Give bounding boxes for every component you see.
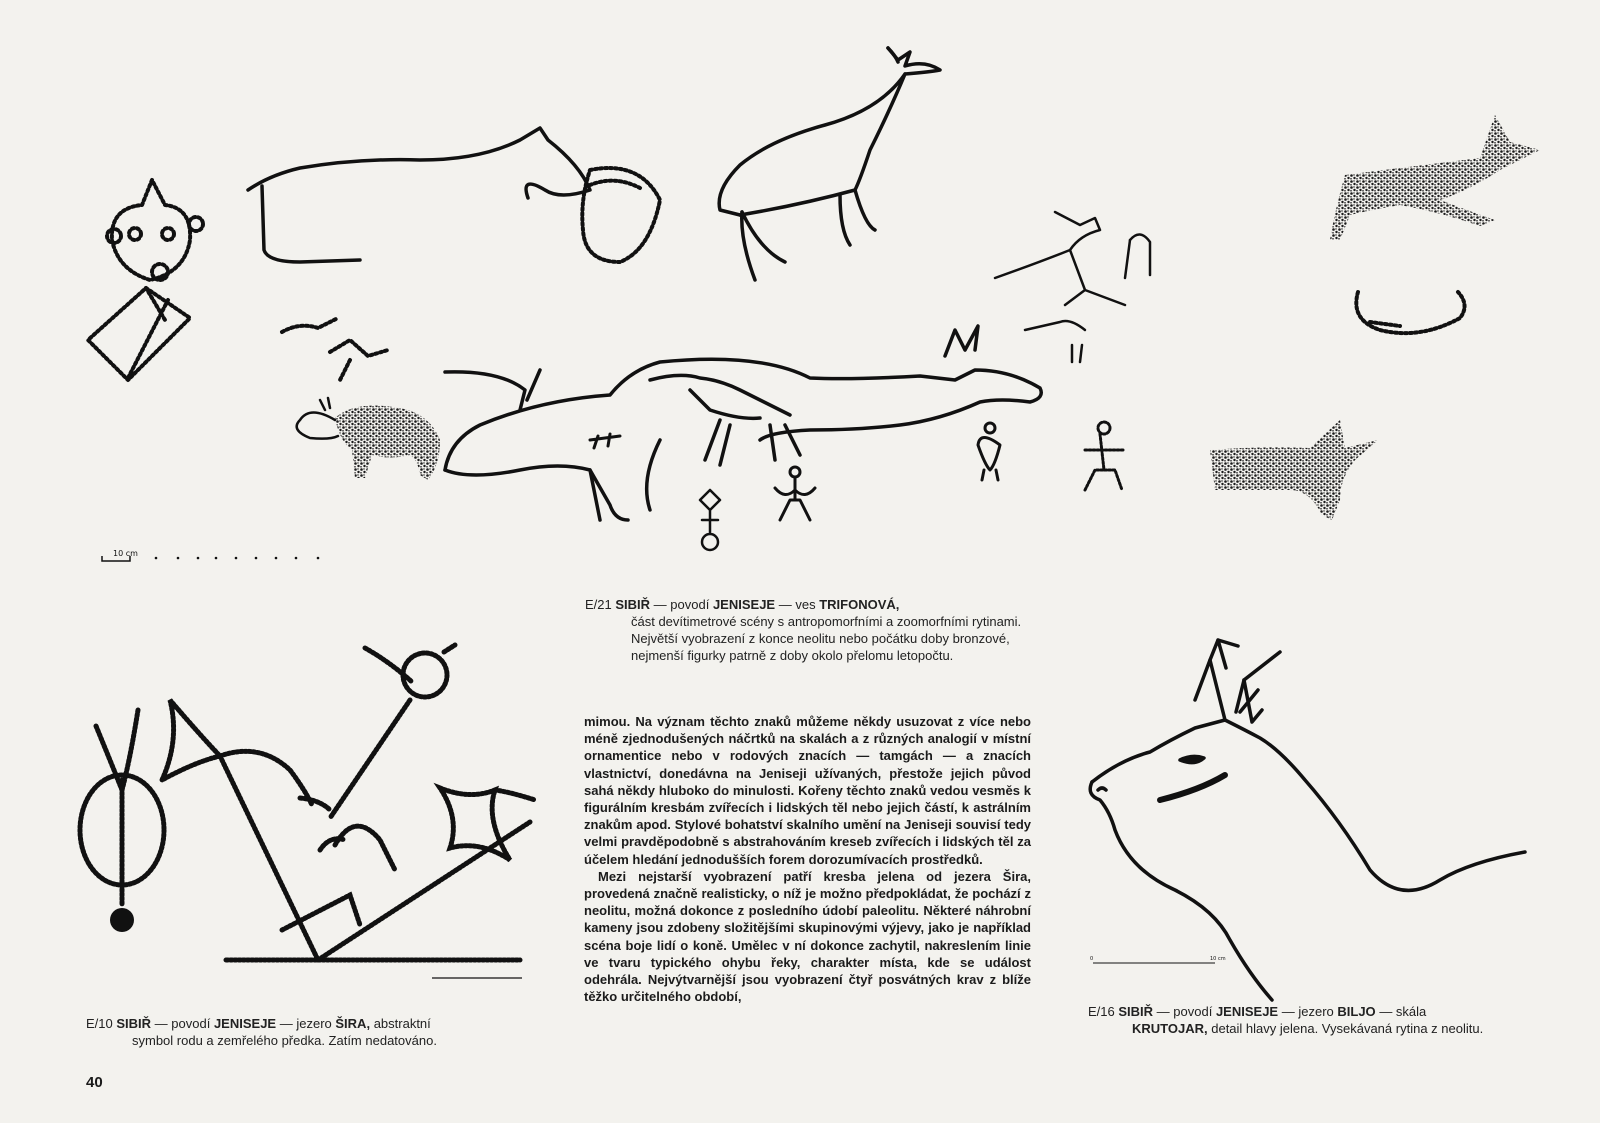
- wolf-stipple-bottom-right: [1210, 420, 1378, 520]
- caption-e16-text: detail hlavy jelena. Vysekávaná rytina z neolitu.: [1211, 1021, 1484, 1036]
- caption-e10-label: E/10: [86, 1016, 113, 1031]
- caption-e21-label: E/21: [585, 597, 612, 612]
- small-lizard: [590, 434, 620, 448]
- caption-e21-place: TRIFONOVÁ,: [819, 597, 900, 612]
- caption-e16-label: E/16: [1088, 1004, 1115, 1019]
- stick-figure-2: [978, 423, 1000, 480]
- caption-e16-rock: KRUTOJAR,: [1132, 1021, 1208, 1036]
- caption-e16-sep2: — jezero: [1281, 1004, 1334, 1019]
- ox-stipple-left: [335, 406, 440, 480]
- caption-e21: [585, 596, 1035, 664]
- body-paragraph-1: mimou. Na význam těchto znaků můžeme někdy usuzovat z více nebo méně zjednodušených náčrtků na skalách a z různých analogií v místní ornamentice nebo v rodových znacích — tamgách — a znacích vlastnictví, donedávna na Jeniseji užívaných, přestože jejich původ sahá někdy hluboko do minulosti. Kořeny těchto znaků vedou vesměs k figurálním kresbám zvířecích i lidských těl nebo jejich částí, k astrálním znakům apod. Stylové bohatství skalního umění na Jeniseji souvisí tedy velmi pravděpodobně s abstrahováním kreseb zvířecích i lidských těl za účelem hledání jednodušších forem dorozumívacích prostředků.: [584, 714, 1031, 867]
- small-animal-right: [995, 212, 1150, 362]
- e21-petroglyph-scene: [88, 48, 1540, 550]
- scale-bar-bottom-right: [1090, 956, 1226, 963]
- caption-e16-region: SIBIŘ: [1118, 1004, 1154, 1019]
- scale-label-top: 10 cm: [113, 549, 138, 558]
- body-text: [584, 713, 1031, 1005]
- caption-e16-river: JENISEJE: [1215, 1004, 1279, 1019]
- caption-e21-text: část devítimetrové scény s antropomorfními a zoomorfními rytinami. Největší vyobrazení z konce neolitu nebo počátku doby bronzové, nejmenší figurky patrně z doby okolo přelomu letopočtu.: [631, 614, 1022, 663]
- caption-e10-river: JENISEJE: [213, 1016, 277, 1031]
- scale-label-bottom-right: 0: [1090, 956, 1094, 962]
- caption-e16-place: BILJO: [1337, 1004, 1376, 1019]
- caption-e10-sep2: — jezero: [279, 1016, 332, 1031]
- caption-e16: [1088, 1003, 1528, 1037]
- crescent-stipple: [1356, 292, 1464, 333]
- scale-label-bottom-right-end: 10 cm: [1210, 956, 1226, 962]
- scale-bar-top: [102, 549, 319, 561]
- e16-deer-head: [1090, 640, 1525, 1000]
- e10-clan-symbol: [80, 645, 535, 960]
- mask-figure: [88, 180, 203, 380]
- stick-figure-1: [775, 467, 815, 520]
- body-paragraph-2: Mezi nejstarší vyobrazení patří kresba jelena od jezera Šira, provedená značně realisticky, o níž je možno předpokládat, že pochází z neolitu, možná dokonce z posledního údobí paleolitu. Některé náhrobní kameny jsou zdobeny složitějšími skupinovými výjevy, jako je například scéna boje lidí o koně. Umělec v ní dokonce zachytil, nakreslením linie ve tvaru typického ohybu řeky, charakter místa, kde se událost odehrála. Nejvýtvarnější jsou vyobrazení čtyř posvátných krav z blíže těžko určitelného období,: [584, 868, 1031, 1005]
- caption-e10-sep1: — povodí: [154, 1016, 211, 1031]
- page-number: 40: [86, 1074, 103, 1091]
- ox-head-outline: [297, 398, 338, 439]
- caption-e21-sep2: — ves: [778, 597, 816, 612]
- caption-e10-region: SIBIŘ: [116, 1016, 152, 1031]
- caption-e10: [86, 1015, 546, 1049]
- horse-head-stipple: [582, 168, 660, 262]
- deer-outline-top: [719, 48, 940, 280]
- caption-e10-place: ŠIRA,: [335, 1016, 371, 1031]
- caption-e21-river: JENISEJE: [712, 597, 776, 612]
- caption-e16-sep3: — skála: [1379, 1004, 1427, 1019]
- wolf-stipple-top-right: [1330, 115, 1540, 240]
- large-animals-outline: [445, 326, 1041, 520]
- caption-e16-sep1: — povodí: [1156, 1004, 1213, 1019]
- caption-e21-region: SIBIŘ: [615, 597, 651, 612]
- horse-outline-top: [248, 128, 590, 262]
- stick-figure-3: [1085, 422, 1125, 490]
- caption-e21-sep1: — povodí: [653, 597, 710, 612]
- small-stipple-animals: [282, 318, 388, 380]
- caption-e10-text: symbol rodu a zemřelého předka. Zatím nedatováno.: [132, 1033, 437, 1048]
- caption-e10-lead: abstraktní: [373, 1016, 431, 1031]
- cross-symbol: [700, 490, 720, 550]
